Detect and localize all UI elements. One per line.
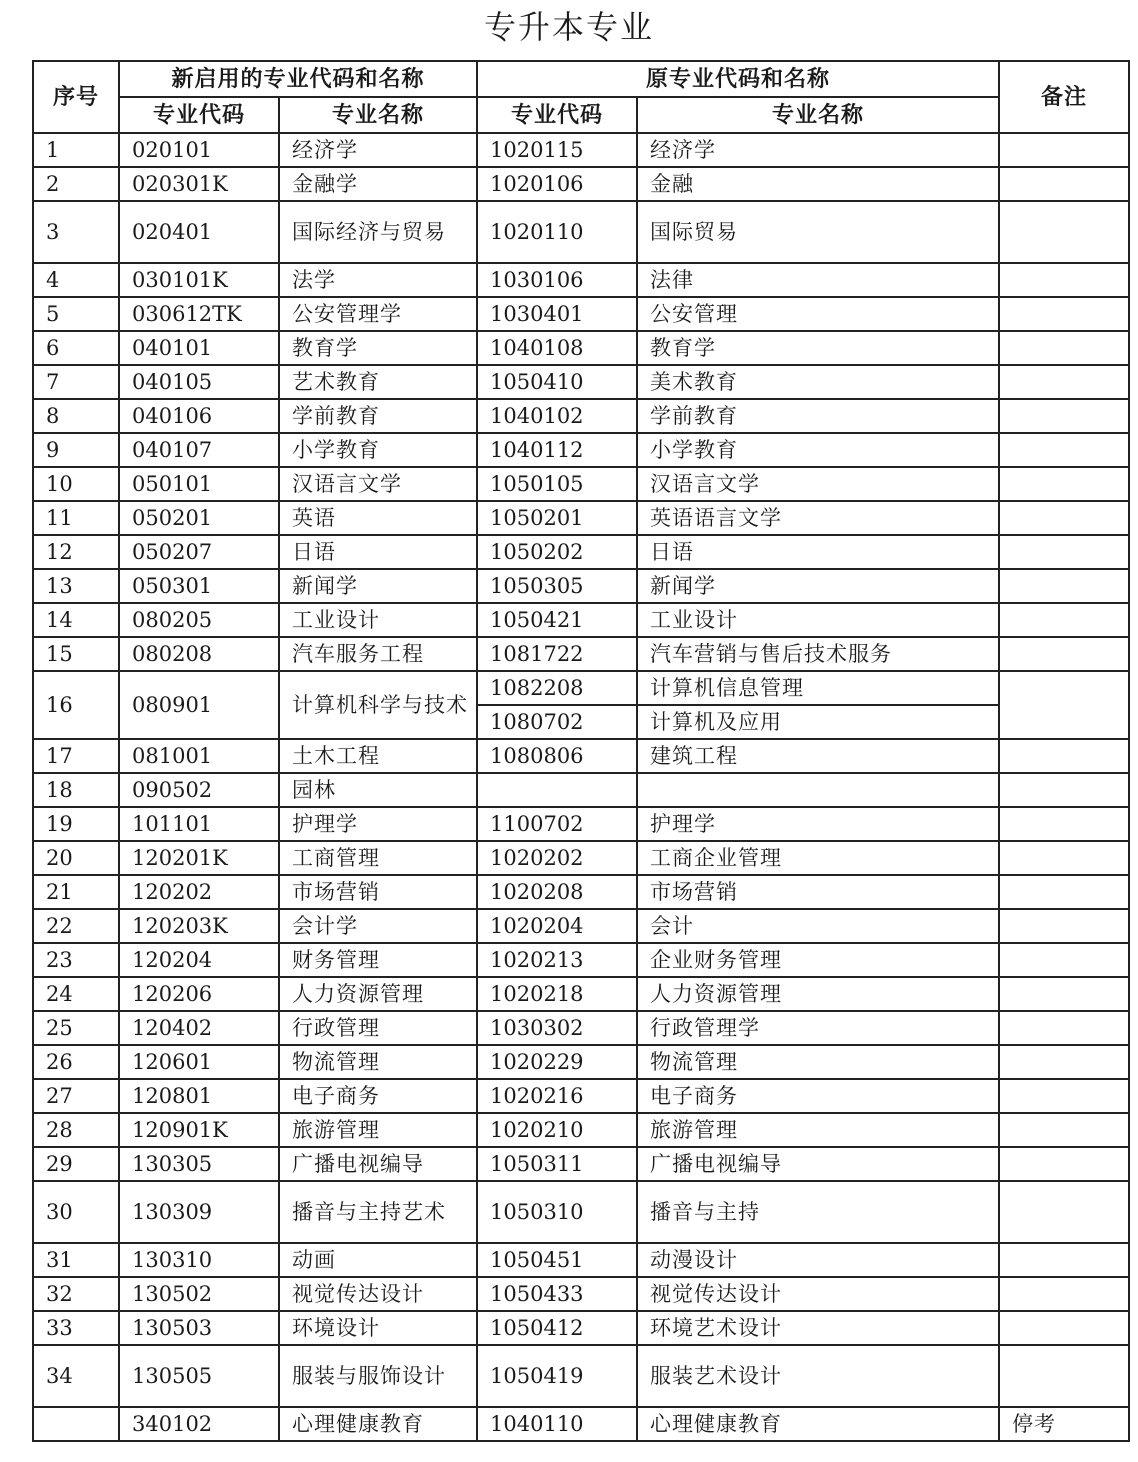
table-row [33, 1045, 1129, 1079]
row-old-code: 1050421 [477, 603, 637, 637]
row-remark [999, 365, 1129, 399]
row-seq: 34 [33, 1345, 119, 1407]
row-new-name: 汽车服务工程 [279, 637, 477, 671]
row-old-code: 1050201 [477, 501, 637, 535]
row-remark [999, 297, 1129, 331]
row-new-name: 法学 [279, 263, 477, 297]
row-new-name: 行政管理 [279, 1011, 477, 1045]
row-seq: 27 [33, 1079, 119, 1113]
row-old-name: 小学教育 [637, 433, 999, 467]
row-old-code: 1040110 [477, 1407, 637, 1441]
row-remark [999, 841, 1129, 875]
row-new-code: 120206 [119, 977, 279, 1011]
row-old-name: 新闻学 [637, 569, 999, 603]
row-old-name: 动漫设计 [637, 1243, 999, 1277]
row-old-code: 1030106 [477, 263, 637, 297]
row-remark [999, 603, 1129, 637]
row-remark [999, 263, 1129, 297]
row-old-code: 1020216 [477, 1079, 637, 1113]
row-old-name [637, 773, 999, 807]
row-new-name: 土木工程 [279, 739, 477, 773]
row-new-name: 护理学 [279, 807, 477, 841]
header-new-name: 专业名称 [279, 97, 477, 133]
row-new-code: 120204 [119, 943, 279, 977]
table-row [33, 1345, 1129, 1407]
row-old-code: 1020110 [477, 201, 637, 263]
table-row [33, 1113, 1129, 1147]
table-row [33, 263, 1129, 297]
row-new-name: 英语 [279, 501, 477, 535]
row-remark [999, 943, 1129, 977]
row-old-code [477, 773, 637, 807]
row-new-code: 120801 [119, 1079, 279, 1113]
table-row [33, 167, 1129, 201]
row-seq: 4 [33, 263, 119, 297]
row-new-code: 120402 [119, 1011, 279, 1045]
row-remark [999, 399, 1129, 433]
row-old-code: 1082208 [477, 671, 637, 705]
row-remark: 停考 [999, 1407, 1129, 1441]
row-new-name: 学前教育 [279, 399, 477, 433]
header-row-2 [33, 97, 1129, 133]
table-row [33, 399, 1129, 433]
row-old-name: 公安管理 [637, 297, 999, 331]
table-row [33, 201, 1129, 263]
row-new-name: 计算机科学与技术 [279, 671, 477, 739]
row-old-name: 人力资源管理 [637, 977, 999, 1011]
row-seq: 2 [33, 167, 119, 201]
header-row-1 [33, 61, 1129, 97]
table-body [33, 61, 1129, 1441]
header-remark: 备注 [999, 61, 1129, 133]
table-row [33, 331, 1129, 365]
row-new-code: 040106 [119, 399, 279, 433]
row-old-name: 金融 [637, 167, 999, 201]
row-new-code: 130502 [119, 1277, 279, 1311]
row-old-name: 计算机及应用 [637, 705, 999, 739]
table-row [33, 1147, 1129, 1181]
row-old-code: 1020106 [477, 167, 637, 201]
table-row [33, 603, 1129, 637]
table-row [33, 1407, 1129, 1441]
row-old-code: 1030302 [477, 1011, 637, 1045]
row-new-name: 市场营销 [279, 875, 477, 909]
row-remark [999, 167, 1129, 201]
row-new-name: 电子商务 [279, 1079, 477, 1113]
row-new-name: 物流管理 [279, 1045, 477, 1079]
row-new-code: 130503 [119, 1311, 279, 1345]
row-old-name: 美术教育 [637, 365, 999, 399]
row-new-name: 金融学 [279, 167, 477, 201]
row-seq: 1 [33, 133, 119, 167]
row-new-code: 120202 [119, 875, 279, 909]
row-old-name: 会计 [637, 909, 999, 943]
table-row [33, 807, 1129, 841]
row-old-code: 1030401 [477, 297, 637, 331]
row-old-code: 1050105 [477, 467, 637, 501]
row-old-name: 法律 [637, 263, 999, 297]
row-remark [999, 1079, 1129, 1113]
row-new-code: 020401 [119, 201, 279, 263]
row-new-name: 环境设计 [279, 1311, 477, 1345]
table-row [33, 1011, 1129, 1045]
row-old-name: 护理学 [637, 807, 999, 841]
table-row [33, 1277, 1129, 1311]
table-row [33, 297, 1129, 331]
row-remark [999, 569, 1129, 603]
row-old-code: 1100702 [477, 807, 637, 841]
header-old-code: 专业代码 [477, 97, 637, 133]
row-seq: 24 [33, 977, 119, 1011]
row-new-name: 人力资源管理 [279, 977, 477, 1011]
row-remark [999, 671, 1129, 739]
row-seq: 3 [33, 201, 119, 263]
row-new-name: 会计学 [279, 909, 477, 943]
row-remark [999, 637, 1129, 671]
row-remark [999, 807, 1129, 841]
row-old-code: 1040112 [477, 433, 637, 467]
table-row [33, 977, 1129, 1011]
row-new-code: 340102 [119, 1407, 279, 1441]
row-new-code: 040107 [119, 433, 279, 467]
row-new-code: 050201 [119, 501, 279, 535]
row-remark [999, 201, 1129, 263]
row-old-name: 心理健康教育 [637, 1407, 999, 1441]
row-new-name: 教育学 [279, 331, 477, 365]
row-new-name: 视觉传达设计 [279, 1277, 477, 1311]
table-row [33, 943, 1129, 977]
row-seq: 28 [33, 1113, 119, 1147]
row-old-name: 行政管理学 [637, 1011, 999, 1045]
row-new-code: 080208 [119, 637, 279, 671]
row-remark [999, 1243, 1129, 1277]
row-remark [999, 909, 1129, 943]
row-old-code: 1080702 [477, 705, 637, 739]
row-seq: 5 [33, 297, 119, 331]
row-old-name: 国际贸易 [637, 201, 999, 263]
row-old-name: 物流管理 [637, 1045, 999, 1079]
row-seq: 29 [33, 1147, 119, 1181]
header-new-group: 新启用的专业代码和名称 [119, 61, 477, 97]
row-new-code: 081001 [119, 739, 279, 773]
table-row [33, 909, 1129, 943]
table-row [33, 535, 1129, 569]
header-old-name: 专业名称 [637, 97, 999, 133]
row-new-code: 101101 [119, 807, 279, 841]
row-old-code: 1050412 [477, 1311, 637, 1345]
row-new-name: 旅游管理 [279, 1113, 477, 1147]
row-seq: 16 [33, 671, 119, 739]
row-seq: 33 [33, 1311, 119, 1345]
table-row [33, 1311, 1129, 1345]
row-old-name: 计算机信息管理 [637, 671, 999, 705]
row-new-name: 工商管理 [279, 841, 477, 875]
row-new-name: 公安管理学 [279, 297, 477, 331]
row-seq: 10 [33, 467, 119, 501]
row-remark [999, 433, 1129, 467]
row-new-code: 020101 [119, 133, 279, 167]
row-seq: 14 [33, 603, 119, 637]
row-old-code: 1081722 [477, 637, 637, 671]
table-row [33, 1079, 1129, 1113]
table-row [33, 467, 1129, 501]
row-old-name: 市场营销 [637, 875, 999, 909]
row-new-code: 030612TK [119, 297, 279, 331]
row-seq: 17 [33, 739, 119, 773]
row-seq: 12 [33, 535, 119, 569]
row-new-code: 050207 [119, 535, 279, 569]
row-new-code: 120201K [119, 841, 279, 875]
row-new-name: 汉语言文学 [279, 467, 477, 501]
row-new-name: 服装与服饰设计 [279, 1345, 477, 1407]
row-new-code: 120901K [119, 1113, 279, 1147]
row-new-code: 090502 [119, 773, 279, 807]
row-remark [999, 1045, 1129, 1079]
table-row [33, 433, 1129, 467]
row-old-code: 1020229 [477, 1045, 637, 1079]
row-remark [999, 875, 1129, 909]
row-new-code: 080901 [119, 671, 279, 739]
row-remark [999, 535, 1129, 569]
row-old-name: 建筑工程 [637, 739, 999, 773]
row-new-code: 080205 [119, 603, 279, 637]
row-old-name: 学前教育 [637, 399, 999, 433]
major-table [32, 60, 1130, 1442]
table-row [33, 569, 1129, 603]
row-remark [999, 1147, 1129, 1181]
table-row [33, 1243, 1129, 1277]
row-old-name: 汉语言文学 [637, 467, 999, 501]
row-seq: 22 [33, 909, 119, 943]
row-new-name: 工业设计 [279, 603, 477, 637]
row-new-code: 130305 [119, 1147, 279, 1181]
row-old-code: 1020208 [477, 875, 637, 909]
row-remark [999, 1113, 1129, 1147]
row-new-name: 财务管理 [279, 943, 477, 977]
row-seq: 32 [33, 1277, 119, 1311]
row-new-code: 040105 [119, 365, 279, 399]
table-row [33, 841, 1129, 875]
row-new-name: 心理健康教育 [279, 1407, 477, 1441]
row-old-code: 1050433 [477, 1277, 637, 1311]
row-seq: 19 [33, 807, 119, 841]
table-row [33, 671, 1129, 705]
row-old-name: 工商企业管理 [637, 841, 999, 875]
row-old-code: 1020210 [477, 1113, 637, 1147]
row-new-name: 经济学 [279, 133, 477, 167]
row-seq: 25 [33, 1011, 119, 1045]
row-new-name: 动画 [279, 1243, 477, 1277]
row-old-code: 1050451 [477, 1243, 637, 1277]
header-old-group: 原专业代码和名称 [477, 61, 999, 97]
row-new-name: 园林 [279, 773, 477, 807]
row-remark [999, 1277, 1129, 1311]
row-new-code: 130505 [119, 1345, 279, 1407]
row-new-name: 日语 [279, 535, 477, 569]
row-seq: 23 [33, 943, 119, 977]
row-seq: 8 [33, 399, 119, 433]
row-old-name: 播音与主持 [637, 1181, 999, 1243]
row-new-code: 130309 [119, 1181, 279, 1243]
row-new-name: 新闻学 [279, 569, 477, 603]
row-old-code: 1050310 [477, 1181, 637, 1243]
row-seq: 21 [33, 875, 119, 909]
row-new-code: 020301K [119, 167, 279, 201]
row-seq: 6 [33, 331, 119, 365]
table-row [33, 739, 1129, 773]
row-remark [999, 1345, 1129, 1407]
row-old-name: 汽车营销与售后技术服务 [637, 637, 999, 671]
row-new-name: 国际经济与贸易 [279, 201, 477, 263]
row-old-name: 经济学 [637, 133, 999, 167]
row-remark [999, 773, 1129, 807]
row-new-code: 050301 [119, 569, 279, 603]
row-seq: 11 [33, 501, 119, 535]
table-row [33, 637, 1129, 671]
row-old-code: 1020213 [477, 943, 637, 977]
row-old-code: 1040102 [477, 399, 637, 433]
row-new-name: 播音与主持艺术 [279, 1181, 477, 1243]
row-new-name: 小学教育 [279, 433, 477, 467]
table-row [33, 133, 1129, 167]
row-remark [999, 1011, 1129, 1045]
row-old-name: 服装艺术设计 [637, 1345, 999, 1407]
page-title: 专升本专业 [483, 8, 654, 46]
row-new-code: 040101 [119, 331, 279, 365]
row-remark [999, 501, 1129, 535]
row-old-name: 企业财务管理 [637, 943, 999, 977]
row-remark [999, 1311, 1129, 1345]
row-old-code: 1040108 [477, 331, 637, 365]
row-old-code: 1020204 [477, 909, 637, 943]
row-remark [999, 977, 1129, 1011]
row-remark [999, 133, 1129, 167]
row-seq: 26 [33, 1045, 119, 1079]
row-seq: 15 [33, 637, 119, 671]
row-new-code: 120203K [119, 909, 279, 943]
row-old-name: 视觉传达设计 [637, 1277, 999, 1311]
row-remark [999, 739, 1129, 773]
row-old-name: 环境艺术设计 [637, 1311, 999, 1345]
table-row [33, 365, 1129, 399]
row-old-code: 1050410 [477, 365, 637, 399]
row-old-code: 1020115 [477, 133, 637, 167]
row-new-name: 艺术教育 [279, 365, 477, 399]
row-seq: 30 [33, 1181, 119, 1243]
row-old-code: 1050305 [477, 569, 637, 603]
row-old-code: 1050311 [477, 1147, 637, 1181]
row-new-name: 广播电视编导 [279, 1147, 477, 1181]
row-seq: 31 [33, 1243, 119, 1277]
row-seq: 20 [33, 841, 119, 875]
row-seq [33, 1407, 119, 1441]
row-old-name: 教育学 [637, 331, 999, 365]
row-old-code: 1050202 [477, 535, 637, 569]
table-row [33, 875, 1129, 909]
row-old-name: 日语 [637, 535, 999, 569]
table-row [33, 1181, 1129, 1243]
row-old-name: 旅游管理 [637, 1113, 999, 1147]
row-new-code: 120601 [119, 1045, 279, 1079]
table-row [33, 773, 1129, 807]
row-new-code: 030101K [119, 263, 279, 297]
row-remark [999, 331, 1129, 365]
header-seq: 序号 [33, 61, 119, 133]
table-row [33, 501, 1129, 535]
row-old-name: 英语语言文学 [637, 501, 999, 535]
row-seq: 7 [33, 365, 119, 399]
row-old-code: 1080806 [477, 739, 637, 773]
row-old-code: 1050419 [477, 1345, 637, 1407]
row-seq: 9 [33, 433, 119, 467]
row-new-code: 130310 [119, 1243, 279, 1277]
header-new-code: 专业代码 [119, 97, 279, 133]
row-old-name: 工业设计 [637, 603, 999, 637]
row-remark [999, 1181, 1129, 1243]
row-seq: 18 [33, 773, 119, 807]
row-old-code: 1020202 [477, 841, 637, 875]
row-remark [999, 467, 1129, 501]
row-old-code: 1020218 [477, 977, 637, 1011]
row-old-name: 广播电视编导 [637, 1147, 999, 1181]
row-old-name: 电子商务 [637, 1079, 999, 1113]
row-seq: 13 [33, 569, 119, 603]
row-new-code: 050101 [119, 467, 279, 501]
